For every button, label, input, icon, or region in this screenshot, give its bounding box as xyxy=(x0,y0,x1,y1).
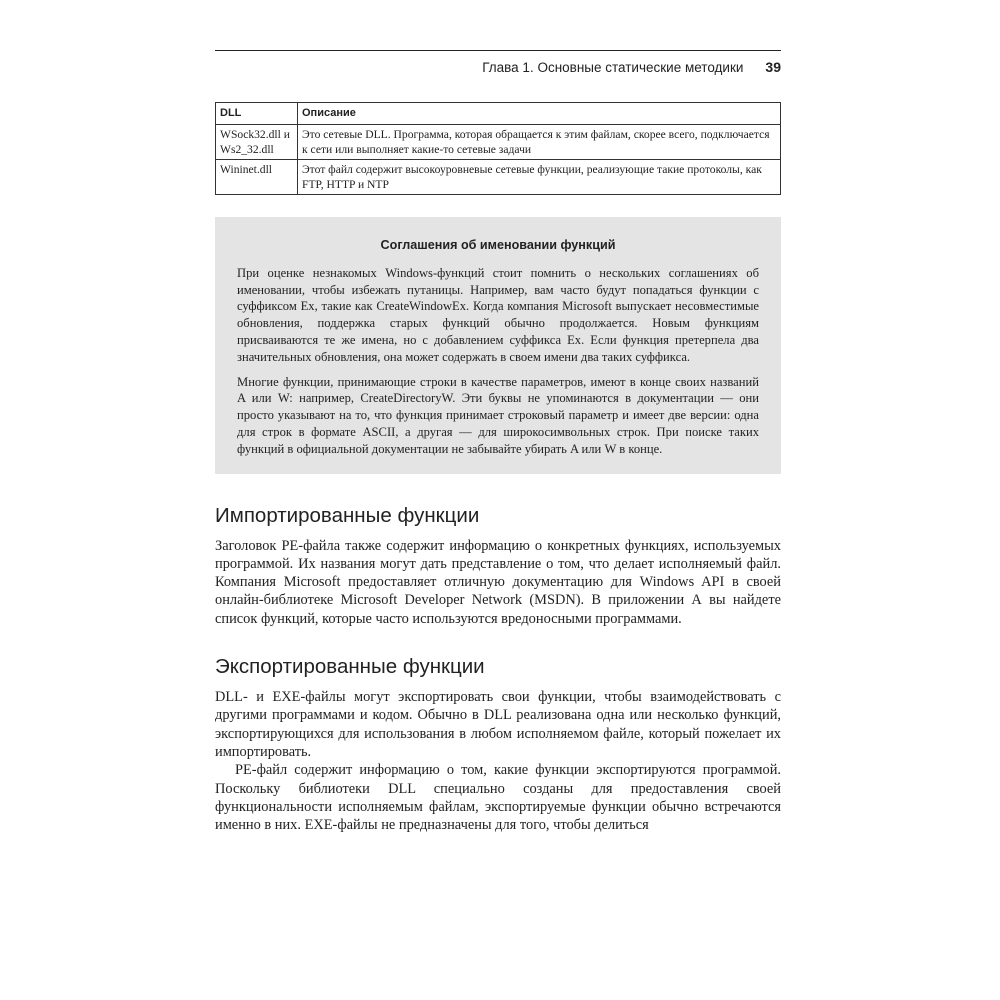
sidebar-title: Соглашения об именовании функций xyxy=(380,238,616,252)
description-cell: Это сетевые DLL. Программа, которая обращается к этим файлам, скорее всего, подключается к сети или выполняет какие-то сетевые задачи xyxy=(298,125,781,160)
body-paragraph: DLL- и EXE-файлы могут экспортировать свои функции, чтобы взаимодействовать с другими программами и кодом. Обычно в DLL реализована одна или несколько функций, экспортирующихся для использования в любом исполняемом файле, который пожелает их импортировать. xyxy=(215,689,781,760)
body-paragraph: PE-файл содержит информацию о том, какие функции экспортируются программой. Поскольку библиотеки DLL специально созданы для предоставления своей функциональности исполняемым файлам, экспортируемые функции обычно встречаются именно в них. EXE-файлы не предназначены для того, чтобы делиться xyxy=(215,762,781,834)
chapter-title: Глава 1. Основные статические методики xyxy=(482,60,744,75)
dll-table xyxy=(215,102,781,195)
table-row xyxy=(216,125,781,160)
book-page xyxy=(215,50,781,834)
body-paragraph: Заголовок PE-файла также содержит информацию о конкретных функциях, используемых программой. Их названия могут дать представление о том, что делает исполняемый файл. Компания Microsoft предоставляет отличную документацию для Windows API в своей онлайн-библиотеке Microsoft Developer Network (MSDN). В приложении А вы найдете список функций, которые часто используются вредоносными программами. xyxy=(215,537,781,627)
running-header xyxy=(215,50,781,75)
section-heading-exports: Экспортированные функции xyxy=(215,655,485,679)
section-heading-imports: Импортированные функции xyxy=(215,503,480,527)
description-cell: Этот файл содержит высокоуровневые сетевые функции, реализующие такие протоколы, как FTP, HTTP и NTP xyxy=(298,160,781,195)
page-number: 39 xyxy=(765,59,781,75)
dll-name-cell: WSock32.dll и Ws2_32.dll xyxy=(216,125,298,160)
dll-name-cell: Wininet.dll xyxy=(216,160,298,195)
column-header-description: Описание xyxy=(298,103,781,125)
table-row xyxy=(216,160,781,195)
sidebar-paragraph: При оценке незнакомых Windows-функций стоит помнить о нескольких соглашениях об именовании, чтобы избежать путаницы. Например, вам часто будут попадаться функции с суффиксом Ex, такие как CreateWindowEx. Когда компания Microsoft выпускает несовместимые обновления, поддержка старых функций обычно продолжается. Новым функциям присваиваются те же имена, но с добавлением суффикса Ex. Если функция претерпела два значительных обновления, она может содержать в своем имени два таких суффикса. xyxy=(237,265,759,364)
sidebar-note xyxy=(215,217,781,474)
sidebar-paragraph: Многие функции, принимающие строки в качестве параметров, имеют в конце своих названий A или W: например, CreateDirectoryW. Эти буквы не упоминаются в документации — они просто указывают на то, что функция принимает строковый параметр и имеет две версии: одна для строк в формате ASCII, а другая — для широкосимвольных строк. При поиске таких функций в официальной документации не забывайте убирать A или W в конце. xyxy=(237,374,759,456)
table-header-row xyxy=(216,103,781,125)
column-header-dll: DLL xyxy=(216,103,298,125)
